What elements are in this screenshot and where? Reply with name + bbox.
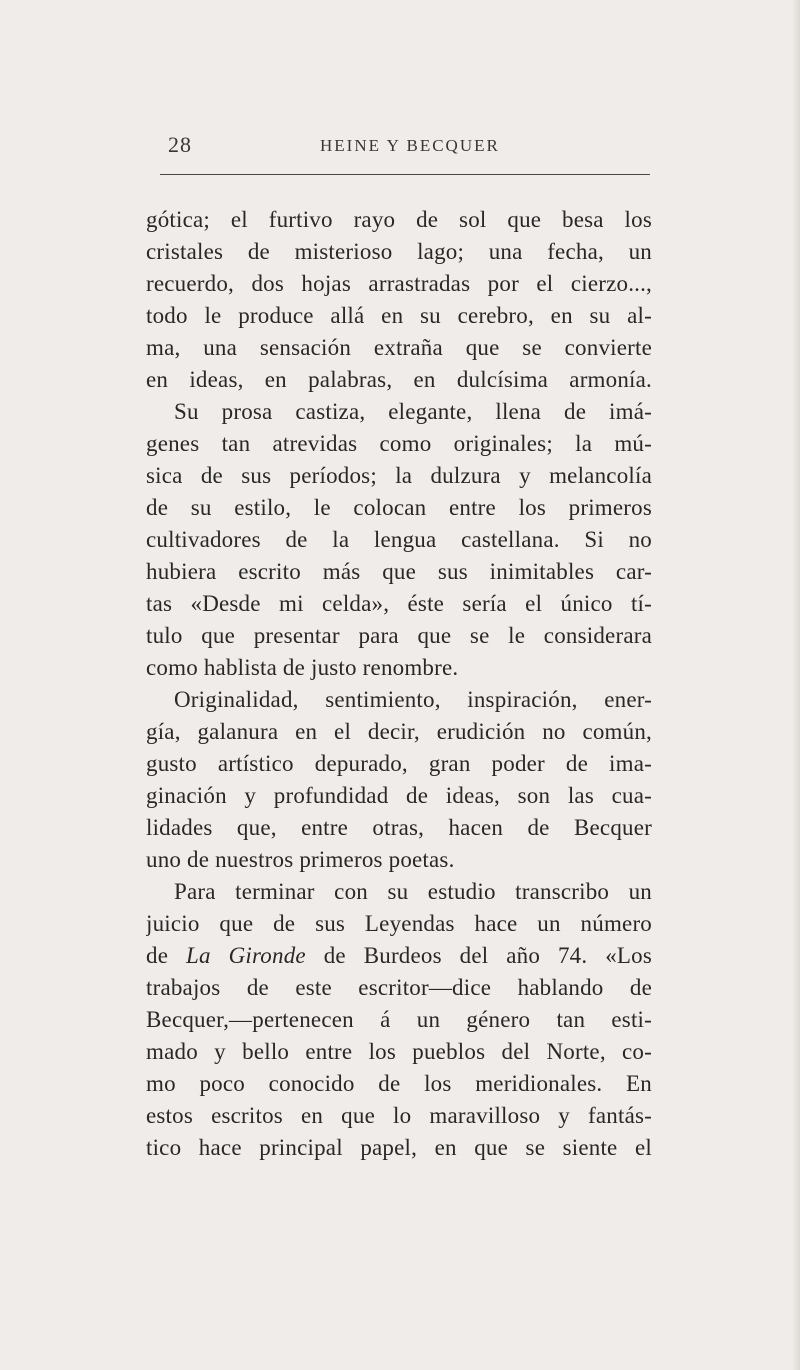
paragraph-start-line: Su prosa castiza, elegante, llena de imá- <box>174 399 652 424</box>
italic-title: La Gironde <box>186 943 306 968</box>
text-line: genes tan atrevidas como originales; la mú- <box>146 431 652 456</box>
paragraph-start-line: Originalidad, sentimiento, inspiración, ener- <box>174 687 652 712</box>
text-line-with-italic-title <box>146 940 652 972</box>
page-edge <box>792 0 800 1370</box>
text-fragment: de <box>146 943 187 968</box>
text-line: tico hace principal papel, en que se siente el <box>146 1135 652 1160</box>
text-line: gótica; el furtivo rayo de sol que besa los <box>146 207 652 232</box>
body-text <box>146 204 652 1164</box>
header-rule <box>160 174 650 175</box>
text-line: Becquer,—pertenecen á un género tan esti- <box>146 1007 652 1032</box>
text-line: sica de sus períodos; la dulzura y melancolía <box>146 463 652 488</box>
text-fragment: de Burdeos del año 74. «Los <box>305 943 652 968</box>
text-line: lidades que, entre otras, hacen de Becquer <box>146 815 652 840</box>
text-line: juicio que de sus Leyendas hace un número <box>146 911 652 936</box>
paragraph-end-line: como hablista de justo renombre. <box>146 655 459 680</box>
text-line: trabajos de este escritor—dice hablando de <box>146 975 652 1000</box>
running-title: HEINE Y BECQUER <box>320 136 500 155</box>
text-line: hubiera escrito más que sus inimitables car- <box>146 559 652 584</box>
text-line: cristales de misterioso lago; una fecha, un <box>146 239 652 264</box>
text-line: gía, galanura en el decir, erudición no común, <box>146 719 652 744</box>
text-line: tulo que presentar para que se le considerara <box>146 623 652 648</box>
page-number: 28 <box>168 132 192 157</box>
text-line: mado y bello entre los pueblos del Norte, co- <box>146 1039 652 1064</box>
paragraph-end-line: uno de nuestros primeros poetas. <box>146 847 455 872</box>
text-line: mo poco conocido de los meridionales. En <box>146 1071 652 1096</box>
text-line: estos escritos en que lo maravilloso y fantás- <box>146 1103 652 1128</box>
paragraph-start-line: Para terminar con su estudio transcribo un <box>174 879 652 904</box>
running-head <box>160 132 650 162</box>
text-line: ma, una sensación extraña que se convierte <box>146 335 652 360</box>
text-line: recuerdo, dos hojas arrastradas por el cierzo..., <box>146 271 652 296</box>
text-line: ginación y profundidad de ideas, son las cua- <box>146 783 652 808</box>
text-line: gusto artístico depurado, gran poder de ima- <box>146 751 652 776</box>
text-line: en ideas, en palabras, en dulcísima armonía. <box>146 367 652 392</box>
text-line: de su estilo, le colocan entre los primeros <box>146 495 652 520</box>
text-line: tas «Desde mi celda», éste sería el único tí- <box>146 591 652 616</box>
text-line: todo le produce allá en su cerebro, en su al- <box>146 303 652 328</box>
text-line: cultivadores de la lengua castellana. Si no <box>146 527 652 552</box>
